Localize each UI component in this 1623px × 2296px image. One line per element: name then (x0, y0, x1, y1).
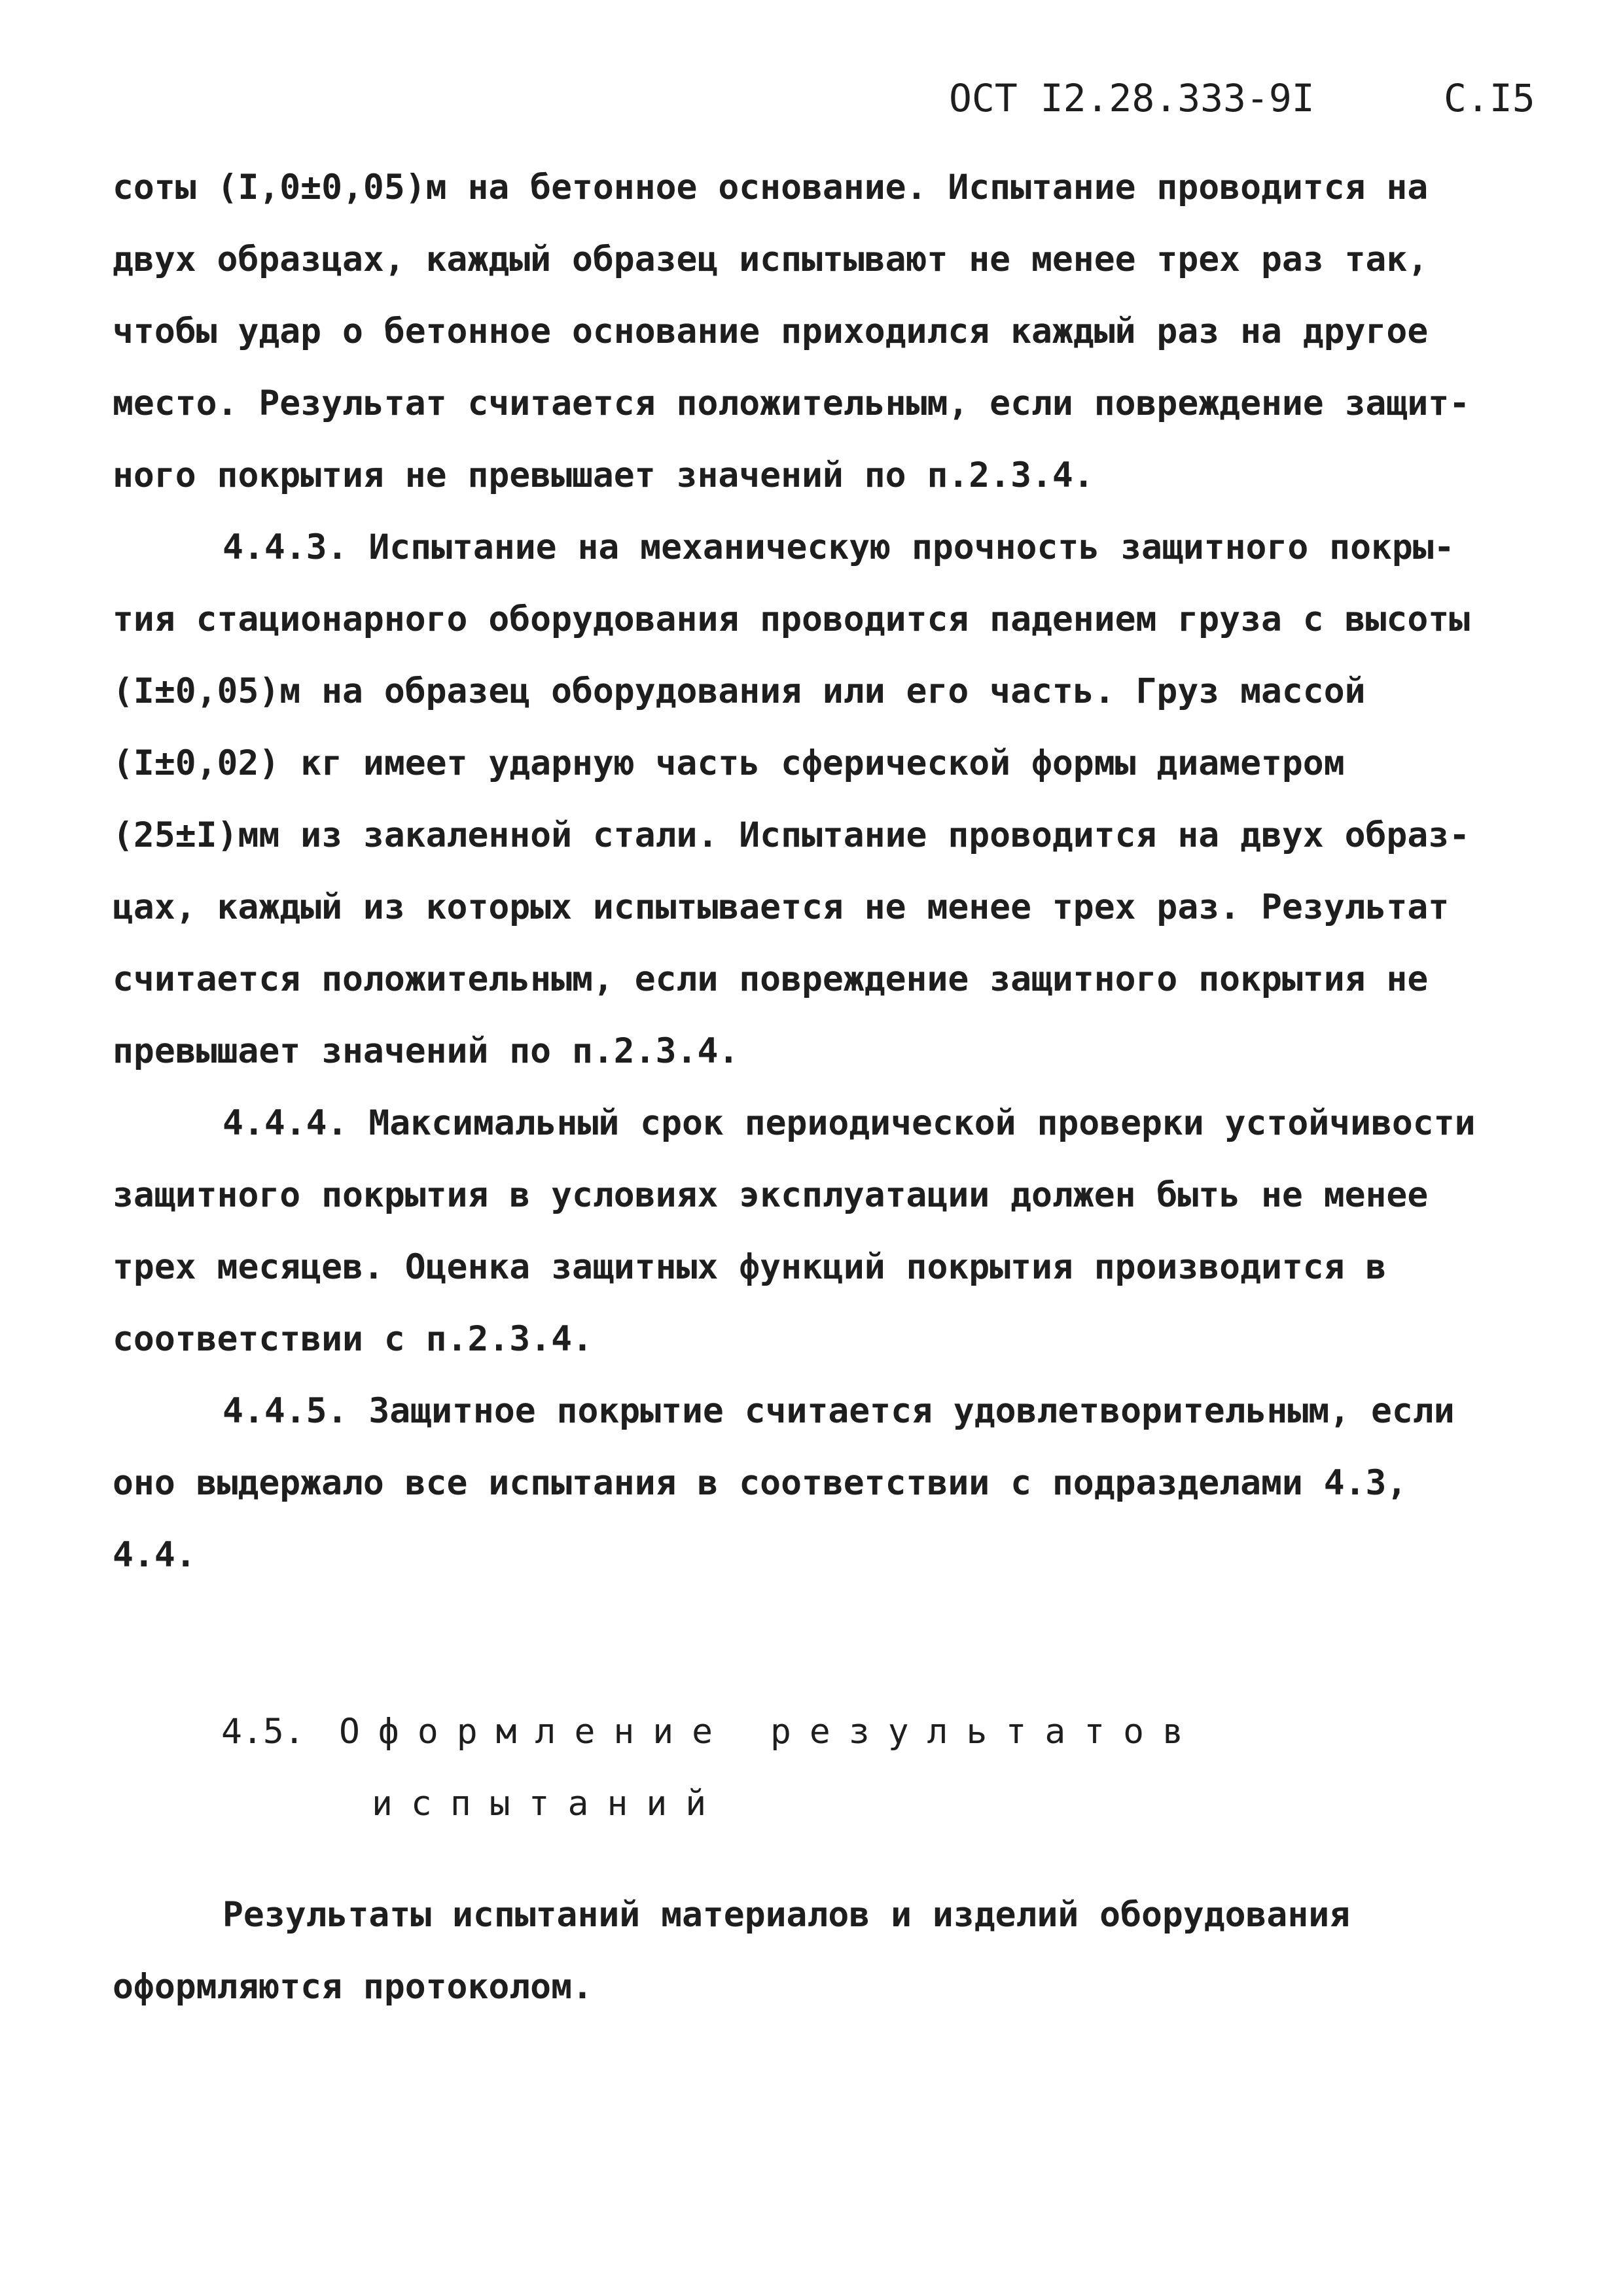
paragraph-4-4-5 (113, 1375, 1552, 1591)
text-line: оформляются протоколом. (113, 1967, 593, 2007)
text-line: ного покрытия не превышает значений по п.2.3.4. (113, 455, 1094, 495)
text-line: оно выдержало все испытания в соответствии с подразделами 4.3, (113, 1463, 1408, 1503)
text-line: (I±0,02) кг имеет ударную часть сферической формы диаметром (113, 743, 1345, 783)
text-line: (25±I)мм из закаленной стали. Испытание проводится на двух образ- (113, 815, 1471, 855)
text-line: 4.4.5. Защитное покрытие считается удовлетворительным, если (223, 1391, 1455, 1431)
text-line: 4.4.4. Максимальный срок периодической проверки устойчивости (223, 1103, 1476, 1143)
text-line: (I±0,05)м на образец оборудования или его часть. Груз массой (113, 671, 1366, 711)
section-number: 4.5. (221, 1712, 305, 1752)
text-line: 4.4. (113, 1535, 196, 1575)
paragraph-4-4-3 (113, 512, 1552, 1087)
text-line: соты (I,0±0,05)м на бетонное основание. Испытание проводится на (113, 168, 1429, 207)
text-line: Результаты испытаний материалов и изделий оборудования (223, 1895, 1351, 1935)
text-line: место. Результат считается положительным, если повреждение защит- (113, 383, 1471, 423)
text-line: превышает значений по п.2.3.4. (113, 1031, 740, 1071)
page-number: С.I5 (1444, 76, 1535, 120)
section-title-line-2: испытаний (372, 1784, 725, 1824)
section-heading (221, 1696, 1202, 1840)
text-line: трех месяцев. Оценка защитных функций покрытия производится в (113, 1247, 1387, 1287)
text-line: соответствии с п.2.3.4. (113, 1319, 593, 1359)
text-line: защитного покрытия в условиях эксплуатации должен быть не менее (113, 1175, 1429, 1215)
text-line: цах, каждый из которых испытывается не менее трех раз. Результат (113, 887, 1450, 927)
closing-paragraph (113, 1879, 1552, 2023)
paragraph-4-4-4 (113, 1087, 1552, 1375)
text-line: двух образцах, каждый образец испытывают не менее трех раз так, (113, 239, 1429, 279)
text-line: чтобы удар о бетонное основание приходился каждый раз на другое (113, 311, 1429, 351)
text-line: считается положительным, если повреждение защитного покрытия не (113, 959, 1429, 999)
document-code: ОСТ I2.28.333-9I (949, 76, 1315, 120)
text-line: 4.4.3. Испытание на механическую прочность защитного покры- (223, 527, 1455, 567)
section-title-line-1: Оформление результатов (339, 1712, 1202, 1752)
paragraph-continuation (113, 152, 1552, 512)
text-line: тия стационарного оборудования проводится падением груза с высоты (113, 599, 1471, 639)
